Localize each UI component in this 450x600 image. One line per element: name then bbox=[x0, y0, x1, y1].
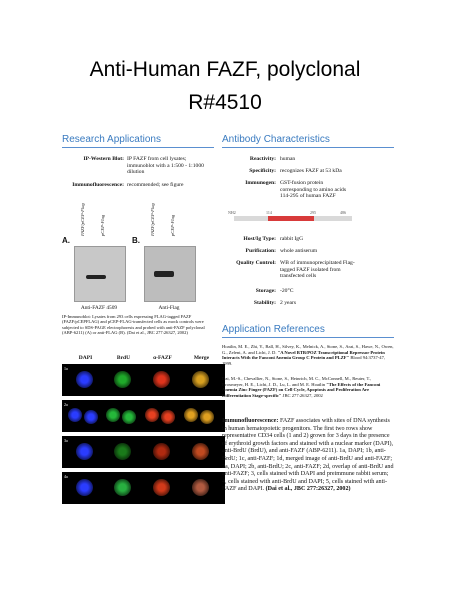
panel-b-caption: Anti-Flag bbox=[158, 305, 180, 311]
stability-label: Stability: bbox=[253, 300, 276, 306]
application-references-heading: Application References bbox=[222, 324, 325, 335]
host-row bbox=[222, 236, 394, 246]
reference-2 bbox=[222, 376, 394, 398]
product-title: Anti-Human FAZF, polyclonal bbox=[89, 58, 361, 81]
reference-1-title: "A Novel BTB/POZ Transcriptional Repressor Protein Interacts With the Fanconi Anemia Group C Protein and PLZF" bbox=[222, 349, 385, 361]
stability-row bbox=[222, 300, 394, 310]
row-label: 1a bbox=[64, 366, 68, 371]
panel-b-letter: B. bbox=[132, 236, 140, 245]
reference-1-authors: Hoatlin, M. E., Zhi, Y., Ball, H., Silvey, K., Melnick, A., Stone, S., Arai, S., Hawe, N., Owen, G., Zelent, A. and Licht, J. D. bbox=[222, 344, 394, 355]
panel-a-caption: Anti-FAZF 4509 bbox=[80, 305, 118, 311]
micrograph-cell bbox=[178, 364, 225, 396]
reference-1 bbox=[222, 344, 394, 366]
storage-value: -20°C bbox=[280, 288, 294, 294]
bar-end-label: 295 bbox=[310, 210, 316, 215]
specificity-value: recognizes FAZF at 53 kDa bbox=[280, 168, 342, 174]
if-row bbox=[62, 182, 214, 192]
grid-header-merge: Merge bbox=[193, 355, 210, 361]
cell-nucleus bbox=[200, 410, 214, 424]
western-blot-value: IP FAZF from cell lysates; immunoblot with a 1:500 - 1:1000 dilution bbox=[127, 156, 204, 176]
research-applications-heading: Research Applications bbox=[62, 134, 161, 145]
western-blot-label: IP-Western Blot: bbox=[83, 156, 124, 162]
cell-nucleus bbox=[122, 410, 136, 424]
if-label: Immunofluorescence: bbox=[72, 182, 124, 188]
micrograph-cell bbox=[178, 400, 225, 432]
purification-value: whole antiserum bbox=[280, 248, 318, 254]
reference-1-source: Blood 94:3737-47, 1999. bbox=[222, 355, 386, 366]
lane-label-mock-b: pCEP-Flag bbox=[170, 214, 175, 236]
bar-right-label: 486 bbox=[340, 210, 346, 215]
lane-label-fazf-b: FAZF/pCEP-Flag bbox=[150, 203, 155, 236]
immunogen-label: Immunogen: bbox=[245, 180, 276, 186]
immunogen-region bbox=[268, 216, 314, 221]
reference-2-source: JBC 277:26327, 2002 bbox=[282, 392, 323, 398]
if-description-citation: (Dai et al., JBC 277:26327, 2002) bbox=[265, 486, 351, 493]
cell-nucleus bbox=[192, 371, 209, 388]
row-label: 4a bbox=[64, 474, 68, 479]
western-blot-row bbox=[62, 156, 214, 182]
micrograph-cell bbox=[178, 436, 225, 468]
panel-a-letter: A. bbox=[62, 236, 70, 245]
specificity-row bbox=[222, 168, 394, 178]
cell-nucleus bbox=[84, 410, 98, 424]
reference-2-authors: Dai, M.-S., Chevallier, N., Stone, S., Heinrich, M. C., McConnell, M., Reuter, T., Broxmeyer, H. E., Licht, J. D., Lu, L. and M. E. Hoatlin bbox=[222, 376, 372, 387]
purification-row bbox=[222, 248, 394, 258]
section-divider bbox=[222, 147, 394, 148]
if-description bbox=[222, 418, 394, 494]
lane-label-fazf: FAZF/pCEP-Flag bbox=[80, 203, 85, 236]
quality-control-label: Quality Control: bbox=[236, 260, 276, 266]
blot-band bbox=[86, 275, 106, 279]
bar-left-label: NH2 bbox=[228, 210, 236, 215]
quality-control-value: WB of immunoprecipitated Flag-tagged FAZF isolated from transfected cells bbox=[280, 260, 355, 280]
blot-panel-b bbox=[144, 246, 196, 302]
lane-label-mock: pCEP-Flag bbox=[100, 214, 105, 236]
row-label: 2a bbox=[64, 402, 68, 407]
cell-nucleus bbox=[184, 408, 198, 422]
blot-panel-a bbox=[74, 246, 126, 302]
stability-value: 2 years bbox=[280, 300, 296, 306]
row-label: 3a bbox=[64, 438, 68, 443]
quality-control-row bbox=[222, 260, 394, 284]
cell-nucleus bbox=[68, 408, 82, 422]
reactivity-row bbox=[222, 156, 394, 166]
cell-nucleus bbox=[192, 479, 209, 496]
cell-nucleus bbox=[153, 371, 170, 388]
cell-nucleus bbox=[106, 408, 120, 422]
storage-row bbox=[222, 288, 394, 298]
cell-nucleus bbox=[76, 443, 93, 460]
blot-band bbox=[154, 271, 174, 277]
host-value: rabbit IgG bbox=[280, 236, 304, 242]
antibody-characteristics-heading: Antibody Characteristics bbox=[222, 134, 330, 145]
host-label: Host/Ig Type: bbox=[243, 236, 276, 242]
cell-nucleus bbox=[114, 443, 131, 460]
cell-nucleus bbox=[145, 408, 159, 422]
cell-nucleus bbox=[114, 479, 131, 496]
cell-nucleus bbox=[153, 479, 170, 496]
cell-nucleus bbox=[76, 371, 93, 388]
cell-nucleus bbox=[192, 443, 209, 460]
immunogen-value: GST-fusion protein corresponding to amino acids 114-295 of human FAZF bbox=[280, 180, 347, 200]
purification-label: Purification: bbox=[245, 248, 276, 254]
reactivity-value: human bbox=[280, 156, 296, 162]
micrograph-cell bbox=[178, 472, 225, 504]
grid-header-brdu: BrdU bbox=[116, 355, 131, 361]
grid-header-fazf: α-FAZF bbox=[153, 355, 172, 361]
catalog-number: R#4510 bbox=[188, 91, 262, 114]
if-description-label: Immunofluorescence: bbox=[222, 418, 279, 424]
specificity-label: Specificity: bbox=[249, 168, 276, 174]
reference-2-title: "The Effects of the Fanconi Anemia Zinc Finger (FAZF) on Cell Cycle, Apoptosis and Proliferation Are Differentiation Stage-specific" bbox=[222, 381, 381, 398]
ip-blot-caption: IP-Immunoblot: Lysates from 293 cells expressing FLAG-tagged FAZF (FAZF/pCEPFLAG) and pCEP-FLAG-transfected cells as mock controls were subjected to SDS-PAGE electrophoresis and probed with anti-FAZF polyclonal (ABP-6211) (A) or anti-FLAG (B). (Dai et al., JBC 277:26327, 2002) bbox=[62, 314, 205, 336]
grid-header-dapi: DAPI bbox=[78, 355, 93, 361]
immunogen-row bbox=[222, 180, 394, 204]
cell-nucleus bbox=[161, 410, 175, 424]
storage-label: Storage: bbox=[255, 288, 276, 294]
section-divider bbox=[62, 147, 214, 148]
reactivity-label: Reactivity: bbox=[249, 156, 276, 162]
if-value: recommended; see figure bbox=[127, 182, 184, 188]
cell-nucleus bbox=[114, 371, 131, 388]
cell-nucleus bbox=[76, 479, 93, 496]
bar-start-label: 114 bbox=[266, 210, 272, 215]
section-divider bbox=[222, 337, 394, 338]
cell-nucleus bbox=[153, 443, 170, 460]
if-description-text: FAZF associates with sites of DNA synthesis in human hematopoietic progenitors. The first two rows show representative CD34 cells (1 and 2) grown for 3 days in the presence of erythroid growth factors and stained with a nuclear marker (DAPI), anti-BrdU (BrdU), and anti-FAZF (ABP-6211). 1a, DAPI; 1b, anti-BrdU; 1c, anti-FAZF; 1d, merged image of anti-BrdU and anti-FAZF; 2a, DAPI; 2b, anti-BrdU; 2c, anti-FAZF; 2d, overlap of anti-BrdU and anti-FAZF; 3, cells stained with DAPI and preimmune rabbit serum; 4, cells stained with anti-BrdU and DAPI; 5, cells stained with anti-FAZF and DAPI. bbox=[222, 418, 394, 493]
